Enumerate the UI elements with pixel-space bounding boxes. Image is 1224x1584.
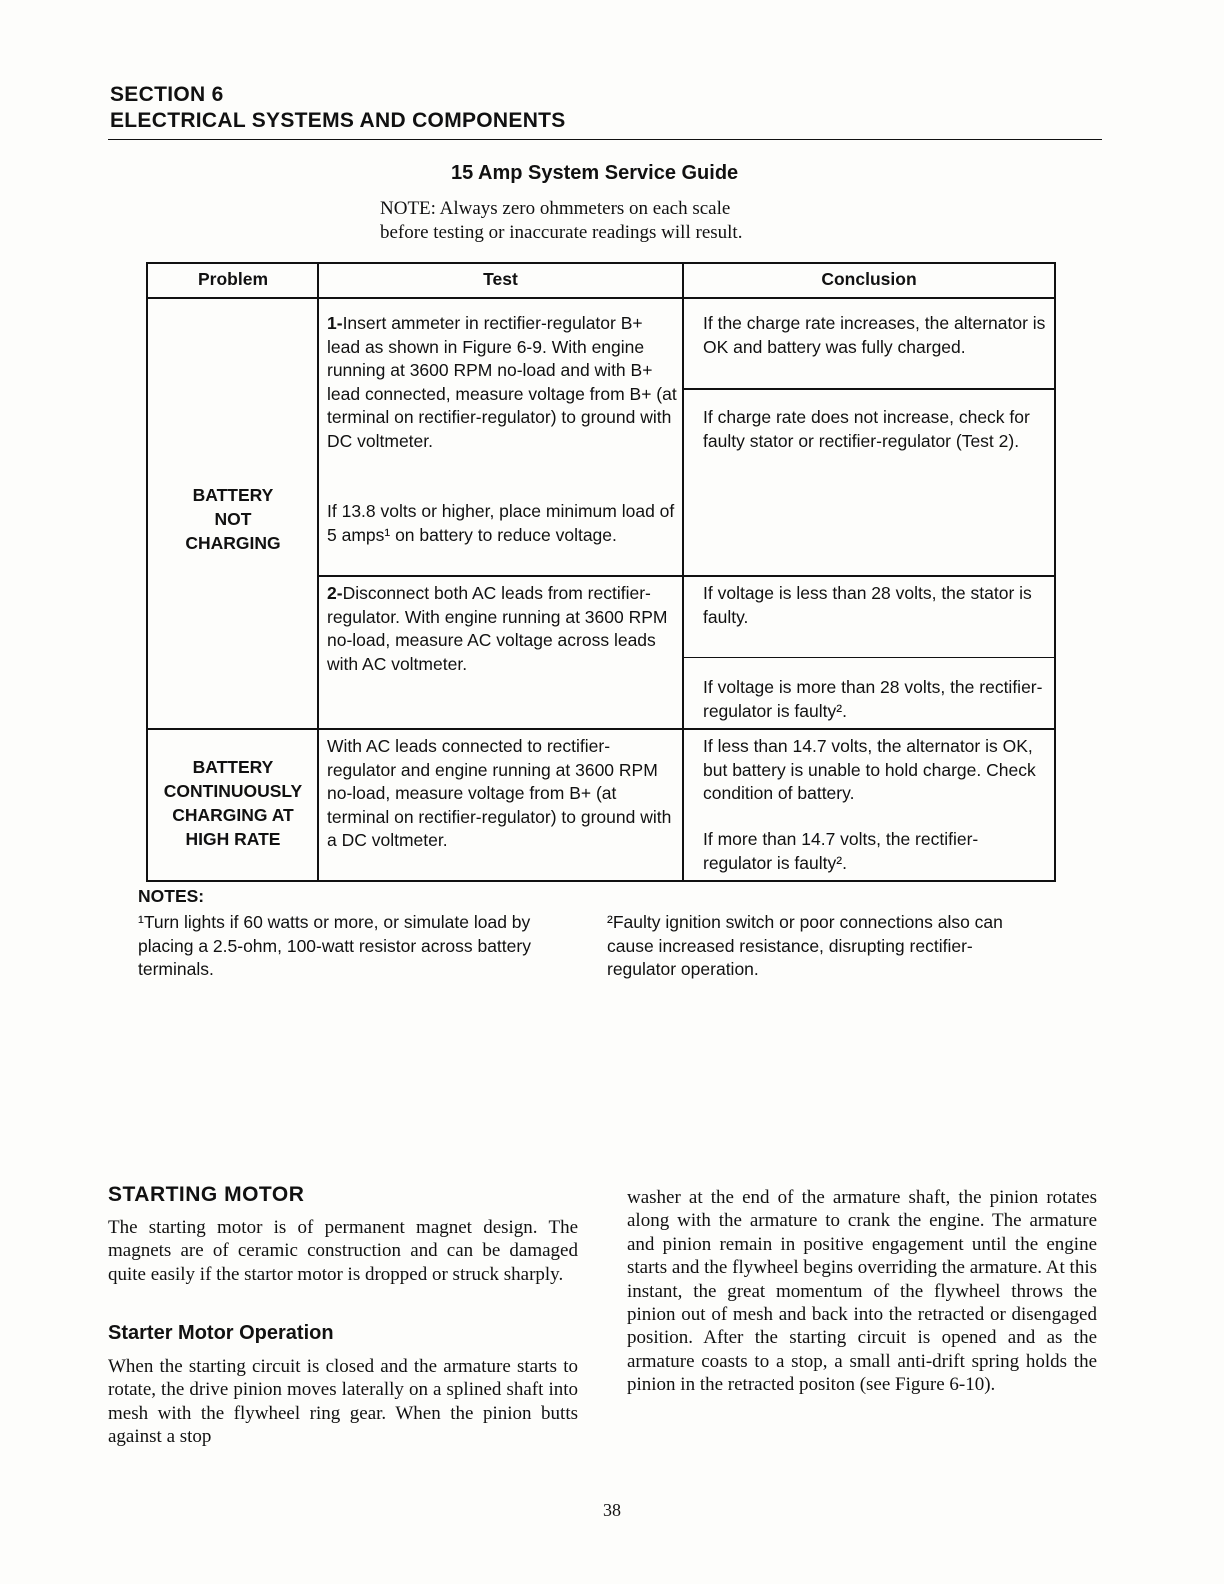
starting-motor-heading: STARTING MOTOR [108, 1183, 305, 1206]
service-guide-table [146, 262, 1056, 882]
test-1: 1-Insert ammeter in rectifier-regulator B+ lead as shown in Figure 6-9. With engine running at 3600 RPM no-load and with B+ lead connected, measure voltage from B+ (at terminal on rectifier-regulator) to ground with DC voltmeter. [327, 313, 677, 451]
problem-battery-not-charging: BATTERY NOT CHARGING [185, 485, 281, 553]
test-1-extra: If 13.8 volts or higher, place minimum load of 5 amps¹ on battery to reduce voltage. [327, 501, 675, 545]
starting-motor-intro: The starting motor is of permanent magnet design. The magnets are of ceramic construction and can be damaged quite easily if the startor motor is dropped or struck sharply. [108, 1217, 578, 1285]
guide-note-line2: before testing or inaccurate readings will result. [380, 222, 743, 243]
starter-operation-continued: washer at the end of the armature shaft, the pinion rotates along with the armature to crank the engine. The armature and pinion remain in positive engagement until the engine starts and the flywheel begins overriding the armature. At this instant, the great momentum of the flywheel throws the pinion out of mesh and back into the retracted or disengaged position. After the starting circuit is opened and as the armature coasts to a stop, a small anti-drift spring holds the pinion in the retracted positon (see Figure 6-10). [627, 1187, 1097, 1396]
header-conclusion: Conclusion [821, 269, 917, 289]
conclusion-6: If more than 14.7 volts, the rectifier-regulator is faulty². [703, 829, 979, 873]
guide-title: 15 Amp System Service Guide [451, 162, 739, 184]
starter-operation-text: When the starting circuit is closed and the armature starts to rotate, the drive pinion moves laterally on a splined shaft into mesh with the flywheel ring gear. When the pinion butts against a stop [108, 1356, 578, 1448]
guide-note-line1: NOTE: Always zero ohmmeters on each scale [380, 198, 731, 219]
problem-battery-continuously-charging: BATTERY CONTINUOUSLY CHARGING AT HIGH RATE [163, 757, 303, 849]
starter-operation-heading: Starter Motor Operation [108, 1322, 334, 1344]
notes-label: NOTES: [138, 886, 205, 906]
test-2: 2-Disconnect both AC leads from rectifier-regulator. With engine running at 3600 RPM no-load, measure AC voltage across leads with AC voltmeter. [327, 583, 668, 674]
page-number: 38 [603, 1500, 621, 1520]
guide-note [380, 197, 860, 245]
conclusion-1: If the charge rate increases, the alternator is OK and battery was fully charged. [703, 313, 1046, 357]
note-2: ²Faulty ignition switch or poor connections also can cause increased resistance, disrupting rectifier-regulator operation. [607, 912, 1003, 979]
note-1: ¹Turn lights if 60 watts or more, or simulate load by placing a 2.5-ohm, 100-watt resistor across battery terminals. [138, 912, 531, 979]
conclusion-5: If less than 14.7 volts, the alternator is OK, but battery is unable to hold charge. Check condition of battery. [703, 736, 1036, 803]
conclusion-2: If charge rate does not increase, check for faulty stator or rectifier-regulator (Test 2). [703, 407, 1030, 451]
conclusion-3: If voltage is less than 28 volts, the stator is faulty. [703, 583, 1032, 627]
header-test: Test [483, 269, 518, 289]
header-problem: Problem [197, 269, 269, 289]
section-header [110, 82, 1102, 134]
test-3: With AC leads connected to rectifier-regulator and engine running at 3600 RPM no-load, measure voltage from B+ (at terminal on rectifier-regulator) to ground with a DC voltmeter. [327, 736, 672, 850]
header-rule [108, 139, 1102, 140]
conclusion-4: If voltage is more than 28 volts, the rectifier-regulator is faulty². [703, 677, 1043, 721]
section-number: SECTION 6 [110, 83, 224, 106]
section-title: ELECTRICAL SYSTEMS AND COMPONENTS [110, 109, 566, 132]
